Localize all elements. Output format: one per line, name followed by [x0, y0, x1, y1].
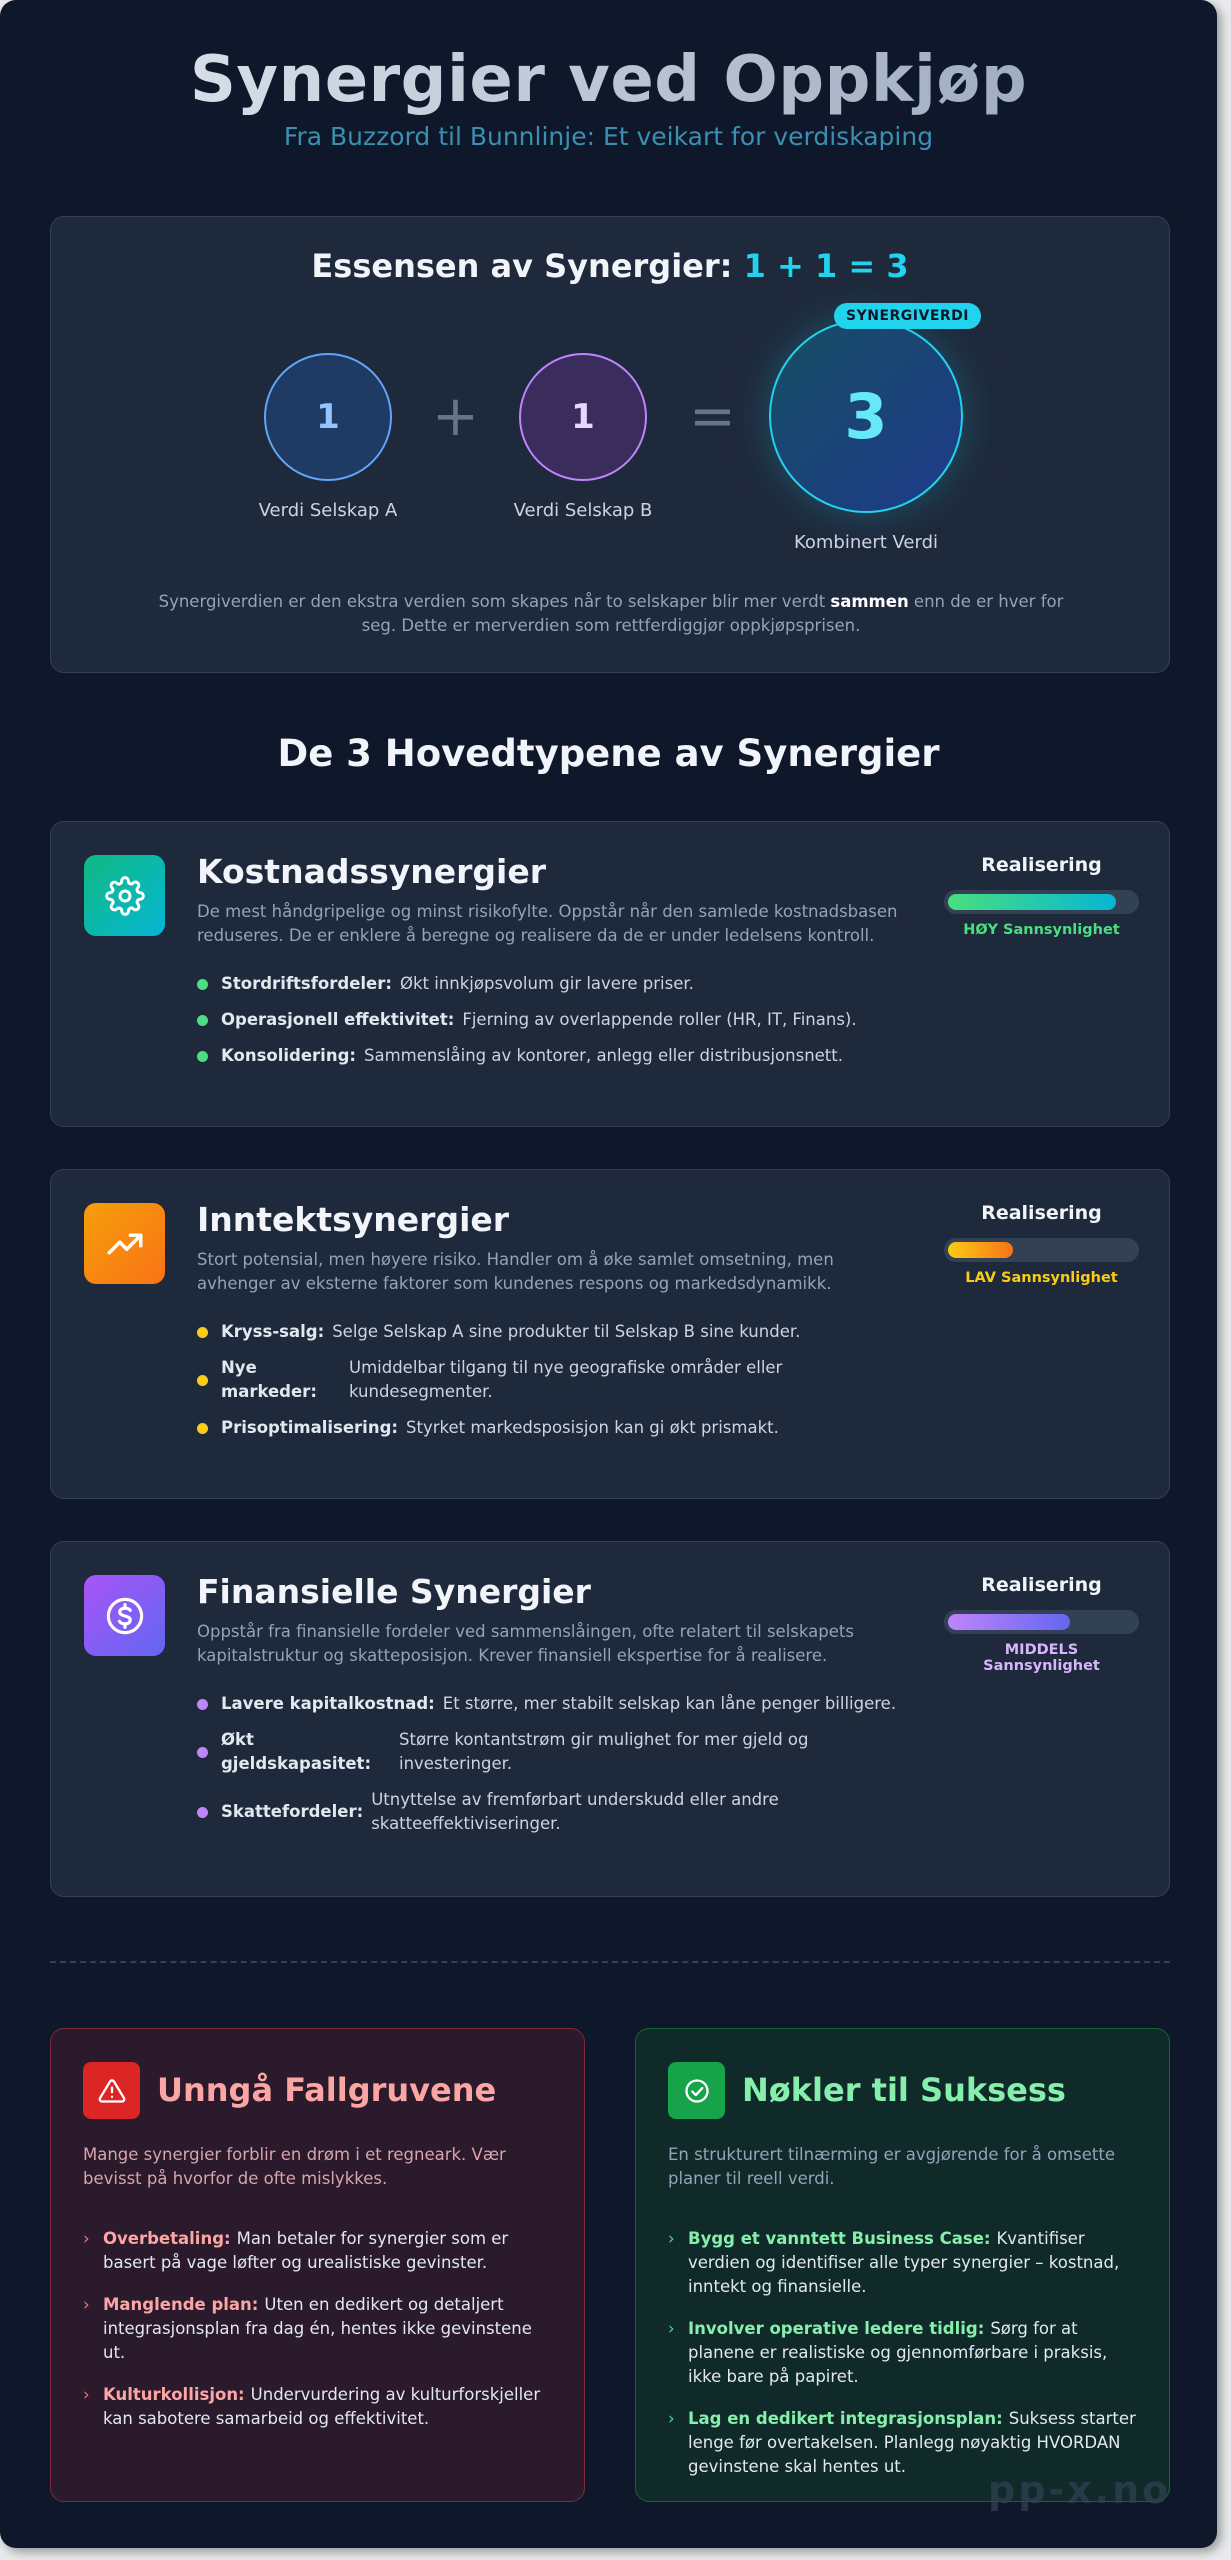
realization-title: Realisering — [981, 1202, 1102, 1224]
bullet-dot — [197, 1051, 208, 1062]
synergy-type-list — [197, 1692, 897, 1836]
list-item-text: Styrket markedsposisjon kan gi økt prismakt. — [406, 1418, 779, 1437]
bullet-dot — [197, 1327, 208, 1338]
realization-meter — [944, 1202, 1139, 1286]
synergy-type-description: De mest håndgripelige og minst risikofylte. Oppstår når den samlede kostnadsbasen reduseres. De er enklere å beregne og realisere da de er under ledelsens kontroll. — [197, 902, 898, 945]
page-title: Synergier ved Oppkjøp — [0, 40, 1217, 120]
company-a-circle: 1 — [264, 353, 392, 481]
bullet-dot — [197, 1747, 208, 1758]
list-item-term: Prisoptimalisering: — [221, 1418, 398, 1437]
synergy-type-title: Inntektsynergier — [197, 1200, 510, 1239]
pitfalls-card — [50, 2028, 585, 2502]
list-item-text: Suksess starter lenge før overtakelsen. Planlegg nøyaktig HVORDAN gevinstene skal hentes ut. — [688, 2409, 1136, 2476]
list-item-text: Et større, mer stabilt selskap kan låne penger billigere. — [442, 1694, 897, 1713]
bullet-dot — [197, 1699, 208, 1710]
list-item — [668, 2227, 1138, 2299]
list-item-term: Konsolidering: — [221, 1046, 356, 1065]
list-item — [197, 1356, 897, 1404]
gear-icon — [84, 855, 165, 936]
list-item-text: Umiddelbar tilgang til nye geografiske områder eller kundesegmenter. — [349, 1358, 783, 1401]
equals-sign: = — [689, 384, 736, 449]
realization-track — [944, 1238, 1139, 1262]
realization-text: HØY Sannsynlighet — [963, 922, 1120, 938]
synergy-type-list — [197, 972, 897, 1068]
success-card — [635, 2028, 1170, 2502]
essence-desc-part1: Synergiverdien er den ekstra verdien som skapes når to selskaper blir mer verdt — [158, 592, 831, 611]
realization-text: MIDDELS Sannsynlighet — [983, 1642, 1100, 1674]
list-item-text: Selge Selskap A sine produkter til Selskap B sine kunder. — [332, 1322, 801, 1341]
list-item — [197, 1692, 897, 1716]
bullet-dot — [197, 1375, 208, 1386]
success-list — [668, 2227, 1138, 2479]
synergy-type-description: Stort potensial, men høyere risiko. Handler om å øke samlet omsetning, men avhenger av eksterne faktorer som kundenes respons og markedsdynamikk. — [197, 1250, 834, 1293]
list-item-term: Stordriftsfordeler: — [221, 974, 392, 993]
trend-up-icon — [84, 1203, 165, 1284]
realization-fill — [948, 1614, 1070, 1630]
list-item-text: Undervurdering av kulturforskjeller kan sabotere samarbeid og effektivitet. — [103, 2385, 541, 2428]
essence-description — [151, 590, 1071, 638]
chevron-right-icon: › — [83, 2229, 90, 2248]
essence-desc-bold: sammen — [830, 592, 909, 611]
list-item-text: Større kontantstrøm gir mulighet for mer gjeld og investeringer. — [399, 1730, 809, 1773]
list-item-term: Lag en dedikert integrasjonsplan: — [688, 2409, 1003, 2428]
list-item-text: Kvantifiser verdien og identifiser alle typer synergier – kostnad, inntekt og finansielle. — [688, 2229, 1120, 2296]
synergy-type-list — [197, 1320, 897, 1440]
synergy-type-description: Oppstår fra finansielle fordeler ved sammenslåingen, ofte relatert til selskapets kapitalstruktur og skatteposisjon. Krever finansiell ekspertise for å realisere. — [197, 1622, 854, 1665]
realization-fill — [948, 1242, 1013, 1258]
synergy-type-financial — [50, 1541, 1170, 1897]
essence-card — [50, 216, 1170, 673]
essence-desc-part2: enn de er hver for seg. Dette er merverdien som rettferdiggjør oppkjøpsprisen. — [361, 592, 1064, 635]
bullet-dot — [197, 1807, 208, 1818]
company-b-circle: 1 — [519, 353, 647, 481]
chevron-right-icon: › — [83, 2385, 90, 2404]
essence-formula: 1 + 1 = 3 — [743, 247, 909, 285]
list-item — [197, 1044, 897, 1068]
list-item-term: Bygg et vanntett Business Case: — [688, 2229, 991, 2248]
company-a-label: Verdi Selskap A — [258, 500, 398, 521]
list-item-text: Sørg for at planene er realistiske og gjennomførbare i praksis, ikke bare på papiret. — [688, 2319, 1108, 2386]
chevron-right-icon: › — [83, 2295, 90, 2314]
chevron-right-icon: › — [668, 2319, 675, 2338]
company-b-label: Verdi Selskap B — [513, 500, 653, 521]
list-item-term: Involver operative ledere tidlig: — [688, 2319, 985, 2338]
pitfalls-list — [83, 2227, 553, 2431]
dollar-icon — [84, 1575, 165, 1656]
realization-track — [944, 890, 1139, 914]
list-item — [197, 1008, 897, 1032]
chevron-right-icon: › — [668, 2409, 675, 2428]
success-description: En strukturert tilnærming er avgjørende for å omsette planer til reell verdi. — [668, 2145, 1116, 2188]
list-item-term: Kryss-salg: — [221, 1322, 325, 1341]
list-item-term: Operasjonell effektivitet: — [221, 1010, 455, 1029]
list-item — [197, 1416, 897, 1440]
list-item-term: Økt gjeldskapasitet: — [221, 1730, 372, 1773]
pitfalls-title: Unngå Fallgruvene — [157, 2071, 497, 2109]
combined-value-circle: 3 — [769, 319, 963, 513]
section-divider — [50, 1961, 1170, 1963]
realization-fill — [948, 894, 1116, 910]
list-item-text: Uten en dedikert og detaljert integrasjonsplan fra dag én, hentes ikke gevinstene ut. — [103, 2295, 532, 2362]
synergy-type-cost — [50, 821, 1170, 1127]
list-item — [197, 1728, 897, 1776]
synergy-type-title: Kostnadssynergier — [197, 852, 546, 891]
essence-title — [51, 247, 1169, 285]
realization-title: Realisering — [981, 1574, 1102, 1596]
list-item — [668, 2317, 1138, 2389]
pitfalls-description: Mange synergier forblir en drøm i et regneark. Vær bevisst på hvorfor de ofte mislykkes. — [83, 2145, 506, 2188]
synergy-type-revenue — [50, 1169, 1170, 1499]
list-item-term: Kulturkollisjon: — [103, 2385, 245, 2404]
bullet-dot — [197, 979, 208, 990]
bullet-dot — [197, 1423, 208, 1434]
list-item-text: Man betaler for synergier som er basert på vage løfter og urealistiske gevinster. — [103, 2229, 509, 2272]
list-item-text: Sammenslåing av kontorer, anlegg eller distribusjonsnett. — [364, 1046, 843, 1065]
list-item-term: Manglende plan: — [103, 2295, 259, 2314]
essence-title-text: Essensen av Synergier: — [311, 247, 733, 285]
realization-text: LAV Sannsynlighet — [965, 1270, 1118, 1286]
realization-track — [944, 1610, 1139, 1634]
bullet-dot — [197, 1015, 208, 1026]
list-item-text: Utnyttelse av fremførbart underskudd eller andre skatteeffektiviseringer. — [371, 1790, 779, 1833]
list-item — [83, 2383, 553, 2431]
check-circle-icon — [668, 2062, 725, 2119]
section-title: De 3 Hovedtypene av Synergier — [277, 732, 940, 775]
list-item-text: Fjerning av overlappende roller (HR, IT, Finans). — [462, 1010, 857, 1029]
realization-title: Realisering — [981, 854, 1102, 876]
list-item — [83, 2293, 553, 2365]
chevron-right-icon: › — [668, 2229, 675, 2248]
plus-sign: + — [432, 384, 479, 449]
list-item — [197, 972, 897, 996]
synergy-type-title: Finansielle Synergier — [197, 1572, 591, 1611]
realization-meter — [944, 854, 1139, 938]
list-item-term: Lavere kapitalkostnad: — [221, 1694, 435, 1713]
page-subtitle: Fra Buzzord til Bunnlinje: Et veikart for verdiskaping — [283, 122, 934, 151]
warning-icon — [83, 2062, 140, 2119]
list-item — [197, 1788, 897, 1836]
realization-meter — [944, 1574, 1139, 1674]
list-item-term: Nye markeder: — [221, 1358, 317, 1401]
list-item-term: Skattefordeler: — [221, 1802, 364, 1821]
header — [0, 40, 1217, 151]
synergy-badge: SYNERGIVERDI — [834, 303, 981, 329]
list-item-term: Overbetaling: — [103, 2229, 231, 2248]
watermark: pp-x.no — [988, 2468, 1172, 2512]
list-item — [83, 2227, 553, 2275]
list-item — [197, 1320, 897, 1344]
combined-value-label: Kombinert Verdi — [793, 532, 939, 553]
list-item-text: Økt innkjøpsvolum gir lavere priser. — [399, 974, 694, 993]
success-title: Nøkler til Suksess — [742, 2071, 1066, 2109]
